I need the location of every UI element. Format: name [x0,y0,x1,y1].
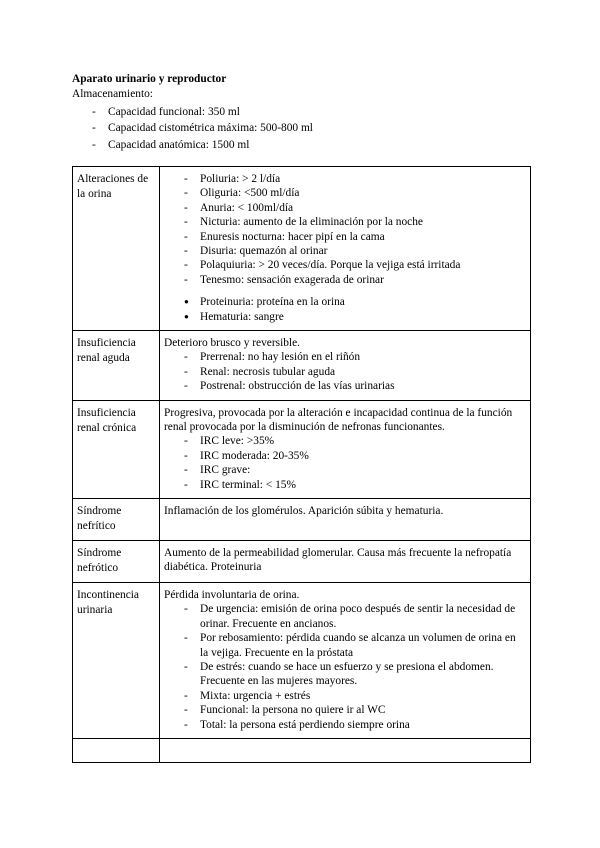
list-item: - IRC grave: [184,463,526,477]
section-subtitle: Almacenamiento: [72,88,153,100]
list-item: - Capacidad anatómica: 1500 ml [92,137,528,153]
list-item: - Capacidad funcional: 350 ml [92,104,528,120]
list-item: - Poliuria: > 2 l/día [184,172,526,186]
empty-cell [160,739,531,763]
list-item: - Anuria: < 100ml/día [184,201,526,215]
list-item: - IRC terminal: < 15% [184,478,526,492]
row-content [160,541,531,583]
row-intro: Pérdida involuntaria de orina. [164,589,300,602]
row-label: Alteraciones de la orina [73,166,160,330]
row-intro: Aumento de la permeabilidad glomerular. Causa más frecuente la nefropatía diabética. Proteinuria [164,547,512,574]
dash-list [164,602,526,732]
row-content [160,583,531,739]
table-row [73,541,531,583]
row-content [160,330,531,400]
list-item: - Oliguria: <500 ml/día [184,186,526,200]
document-page [72,72,528,763]
table-row [73,583,531,739]
list-item: - Enuresis nocturna: hacer pipí en la cama [184,230,526,244]
list-item: - Capacidad cistométrica máxima: 500-800 ml [92,120,528,136]
table-row-empty [73,739,531,763]
list-item: - De estrés: cuando se hace un esfuerzo y se presiona el abdomen. Frecuente en las mujeres mayores. [184,660,526,689]
bullet-list [164,295,526,324]
list-item: - Polaquiuria: > 20 veces/día. Porque la vejiga está irritada [184,258,526,272]
row-intro: Inflamación de los glomérulos. Aparición súbita y hematuria. [164,505,444,518]
list-item: - Disuria: quemazón al orinar [184,244,526,258]
row-intro: Deterioro brusco y reversible. [164,336,301,349]
list-item: - Por rebosamiento: pérdida cuando se alcanza un volumen de orina en la vejiga. Frecuente en la próstata [184,631,526,660]
list-item: - Renal: necrosis tubular aguda [184,365,526,379]
dash-list [164,434,526,492]
row-content [160,400,531,498]
table-row [73,166,531,330]
list-item: - Postrenal: obstrucción de las vías urinarias [184,379,526,393]
list-item: - Prerrenal: no hay lesión en el riñón [184,350,526,364]
dash-list [164,350,526,393]
list-item: - IRC leve: >35% [184,434,526,448]
table-row [73,499,531,541]
row-label: Incontinencia urinaria [73,583,160,739]
row-label: Insuficiencia renal aguda [73,330,160,400]
empty-cell [73,739,160,763]
table-row [73,400,531,498]
list-item: - Mixta: urgencia + estrés [184,689,526,703]
list-item: ● Proteinuria: proteína en la orina [184,295,526,309]
list-item: - Total: la persona está perdiendo siempre orina [184,718,526,732]
list-item: - De urgencia: emisión de orina poco después de sentir la necesidad de orinar. Frecuente en ancianos. [184,602,526,631]
row-content [160,499,531,541]
list-item: - IRC moderada: 20-35% [184,449,526,463]
document-title: Aparato urinario y reproductor [72,73,227,85]
dash-list [164,172,526,287]
row-label: Insuficiencia renal crónica [73,400,160,498]
table-row [73,330,531,400]
list-item: - Nicturia: aumento de la eliminación por la noche [184,215,526,229]
list-item: ● Hematuria: sangre [184,310,526,324]
conditions-table [72,166,531,763]
list-item: - Funcional: la persona no quiere ir al WC [184,703,526,717]
row-intro: Progresiva, provocada por la alteración e incapacidad continua de la función renal provocada por la disminución de nefronas funcionantes. [164,406,513,433]
list-item: - Tenesmo: sensación exagerada de orinar [184,273,526,287]
storage-list [72,104,528,153]
row-label: Síndrome nefrótico [73,541,160,583]
row-label: Síndrome nefrítico [73,499,160,541]
row-content [160,166,531,330]
